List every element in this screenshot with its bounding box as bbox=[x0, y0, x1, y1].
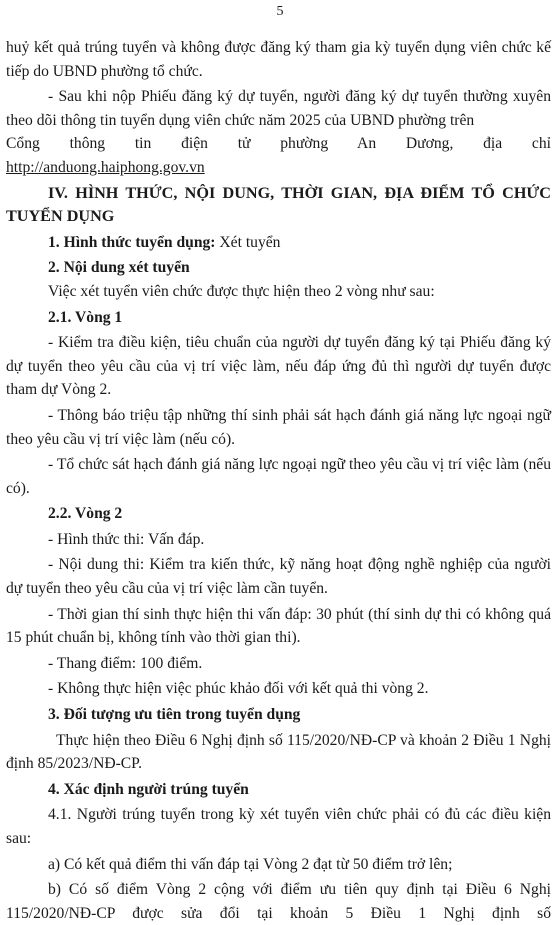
subsection-label: 1. Hình thức tuyển dụng: bbox=[48, 233, 216, 251]
document-body bbox=[6, 36, 551, 925]
paragraph: 4.1. Người trúng tuyển trong kỳ xét tuyển viên chức phải có đủ các điều kiện sau: bbox=[6, 806, 551, 847]
paragraph: - Hình thức thi: Vấn đáp. bbox=[48, 530, 205, 548]
paragraph: - Nội dung thi: Kiểm tra kiến thức, kỹ năng hoạt động nghề nghiệp của người dự tuyển theo yêu cầu của vị trí việc làm cần tuyển. bbox=[6, 556, 551, 598]
section-heading: IV. HÌNH THỨC, NỘI DUNG, THỜI GIAN, ĐỊA ĐIỂM TỔ CHỨC TUYỂN DỤNG bbox=[6, 183, 551, 226]
paragraph: 115/2020/NĐ-CP được sửa đổi tại khoản 5 Điều 1 Nghị định số bbox=[6, 904, 551, 922]
subsection-heading: 2. Nội dung xét tuyển bbox=[48, 259, 190, 277]
paragraph: - Thời gian thí sinh thực hiện thi vấn đáp: 30 phút (thí sinh dự thi có không quá 15 phút chuẩn bị, không tính vào thời gian thi). bbox=[6, 605, 551, 647]
paragraph: Việc xét tuyển viên chức được thực hiện theo 2 vòng như sau: bbox=[48, 282, 435, 300]
paragraph: - Thang điểm: 100 điểm. bbox=[48, 654, 203, 672]
subsection-1 bbox=[6, 231, 551, 255]
paragraph: b) Có số điểm Vòng 2 cộng với điểm ưu tiên quy định tại Điều 6 Nghị bbox=[48, 881, 551, 899]
paragraph: huỷ kết quả trúng tuyển và không được đăng ký tham gia kỳ tuyển dụng viên chức kế tiếp do UBND phường tổ chức. bbox=[6, 39, 551, 80]
page-number: 5 bbox=[276, 4, 284, 19]
paragraph: Cổng thông tin điện tử phường An Dương, địa chỉ bbox=[6, 135, 551, 153]
paragraph: - Không thực hiện việc phúc khảo đối với kết quả thi vòng 2. bbox=[48, 680, 429, 698]
subsection-heading: 2.2. Vòng 2 bbox=[48, 505, 123, 523]
paragraph: - Kiểm tra điều kiện, tiêu chuẩn của người dự tuyển đăng ký tại Phiếu đăng ký dự tuyển theo yêu cầu của vị trí việc làm, nếu đáp ứng đủ thì người dự tuyển được tham dự Vòng 2. bbox=[6, 334, 551, 399]
subsection-heading: 2.1. Vòng 1 bbox=[48, 308, 123, 326]
paragraph: Thực hiện theo Điều 6 Nghị định số 115/2020/NĐ-CP và khoản 2 Điều 1 Nghị định 85/2023/NĐ-CP. bbox=[6, 731, 551, 773]
paragraph: a) Có kết quả điểm thi vấn đáp tại Vòng 2 đạt từ 50 điểm trở lên; bbox=[48, 855, 453, 873]
paragraph: - Sau khi nộp Phiếu đăng ký dự tuyển, người đăng ký dự tuyển thường xuyên theo dõi thông tin tuyển dụng viên chức năm 2025 của UBND phường trên bbox=[6, 88, 551, 129]
paragraph: - Tổ chức sát hạch đánh giá năng lực ngoại ngữ theo yêu cầu vị trí việc làm (nếu có). bbox=[6, 456, 551, 497]
subsection-heading: 3. Đối tượng ưu tiên trong tuyển dụng bbox=[48, 706, 301, 724]
subsection-heading: 4. Xác định người trúng tuyển bbox=[48, 780, 249, 798]
subsection-value: Xét tuyển bbox=[215, 233, 281, 251]
website-link[interactable]: http://anduong.haiphong.gov.vn bbox=[6, 158, 205, 176]
paragraph: - Thông báo triệu tập những thí sinh phải sát hạch đánh giá năng lực ngoại ngữ theo yêu cầu vị trí việc làm (nếu có). bbox=[6, 406, 551, 448]
